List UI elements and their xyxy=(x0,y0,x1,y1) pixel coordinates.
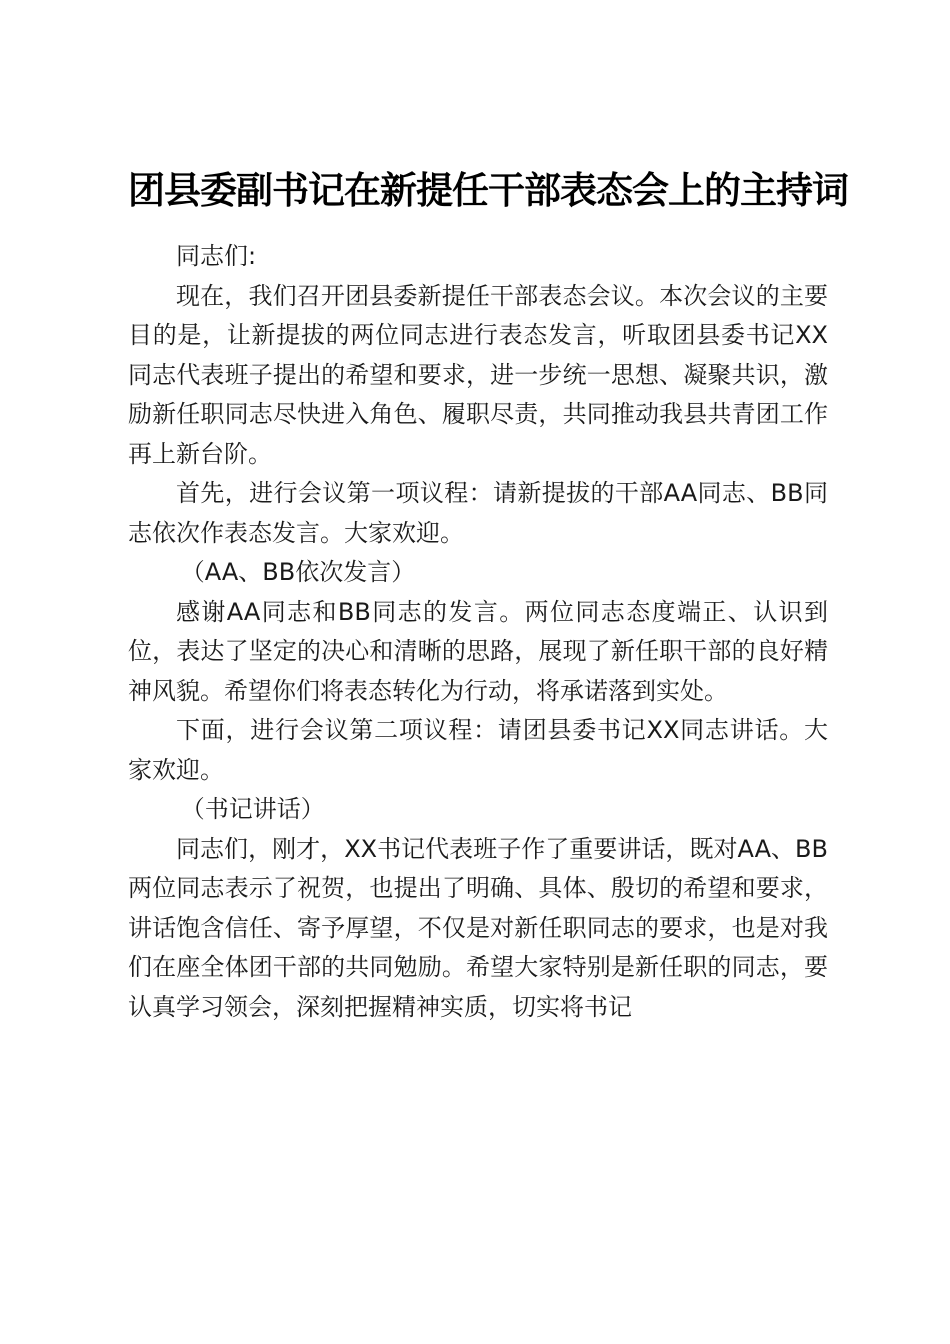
salutation-paragraph: 同志们: xyxy=(176,242,257,270)
agenda-item-1-paragraph: 首先，进行会议第一项议程：请新提拔的干部AA同志、BB同志依次作表态发言。大家欢迎。 xyxy=(128,479,828,547)
stage-note-speeches: （AA、BB依次发言） xyxy=(180,558,416,586)
document-title: 团县委副书记在新提任干部表态会上的主持词 xyxy=(128,168,848,212)
thanks-paragraph: 感谢AA同志和BB同志的发言。两位同志态度端正、认识到位，表达了坚定的决心和清晰的思路，展现了新任职干部的良好精神风貌。希望你们将表态转化为行动，将承诺落到实处。 xyxy=(128,597,828,705)
closing-paragraph: 同志们，刚才，XX书记代表班子作了重要讲话，既对AA、BB两位同志表示了祝贺，也提出了明确、具体、殷切的希望和要求，讲话饱含信任、寄予厚望，不仅是对新任职同志的要求，也是对我们在座全体团干部的共同勉励。希望大家特别是新任职的同志，要认真学习领会，深刻把握精神实质，切实将书记 xyxy=(128,834,828,1021)
opening-paragraph: 现在，我们召开团县委新提任干部表态会议。本次会议的主要目的是，让新提拔的两位同志进行表态发言，听取团县委书记XX同志代表班子提出的希望和要求，进一步统一思想、凝聚共识，激励新任职同志尽快进入角色、履职尽责，共同推动我县共青团工作再上新台阶。 xyxy=(128,281,828,468)
stage-note-secretary-speech: （书记讲话） xyxy=(180,795,325,823)
agenda-item-2-paragraph: 下面，进行会议第二项议程：请团县委书记XX同志讲话。大家欢迎。 xyxy=(128,716,828,784)
document-body xyxy=(128,237,828,1027)
